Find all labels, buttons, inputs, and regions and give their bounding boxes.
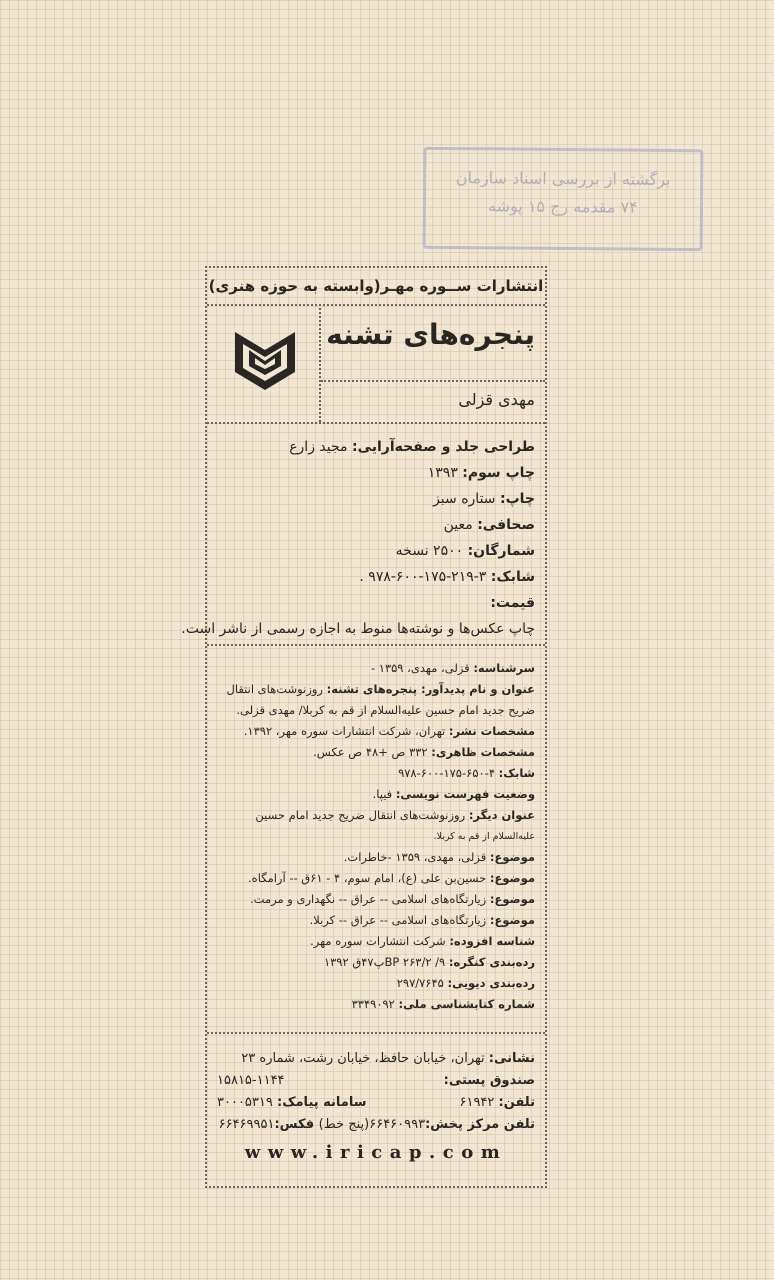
- cip-dewey: رده‌بندی دیویی: ۲۹۷/۷۶۴۵: [396, 976, 535, 990]
- cip-title-cont: ضریح جدید امام حسین علیه‌السلام از قم به کربلا/ مهدی قزلی.: [236, 703, 535, 717]
- credit-isbn: شابک: ۳-۲۱۹-۱۷۵-۶۰۰-۹۷۸ .: [359, 569, 535, 585]
- contact-section: [207, 1034, 545, 1188]
- contact-address: نشانی: تهران، خیابان حافظ، خیابان رشت، شماره ۲۳: [241, 1051, 535, 1066]
- cip-national-number: شماره کتابشناسی ملی: ۳۳۴۹۰۹۲: [351, 997, 535, 1011]
- contact-sms: سامانه پیامک: ۳۰۰۰۵۳۱۹: [217, 1095, 367, 1110]
- cip-physical: مشخصات ظاهری: ۳۳۲ ص +۴۸ ص عکس.: [313, 745, 535, 759]
- cip-alt-title: عنوان دیگر: روزنوشت‌های انتقال ضریح جدید امام حسین: [255, 808, 535, 822]
- credit-copies: شمارگان: ۲۵۰۰ نسخه: [395, 543, 535, 559]
- website-link[interactable]: www.iricap.com: [244, 1142, 508, 1163]
- cip-subject-1: موضوع: قزلی، مهدی، ۱۳۵۹ -خاطرات.: [343, 850, 535, 864]
- book-title: پنجره‌های تشنه: [326, 318, 535, 351]
- book-author: مهدی قزلی: [458, 390, 535, 409]
- cip-subject-4: موضوع: زیارتگاه‌های اسلامی -- عراق -- کربلا.: [309, 913, 535, 927]
- cip-subject-3: موضوع: زیارتگاه‌های اسلامی -- عراق -- نگهداری و مرمت.: [250, 892, 535, 906]
- title-divider: [321, 380, 545, 382]
- cip-lc-class: رده‌بندی کنگره: BP ۲۶۳/۲ /۹پ۴۷ق ۱۳۹۲: [323, 955, 535, 969]
- cip-main-entry: سرشناسه: قزلی، مهدی، ۱۳۵۹ -: [370, 661, 535, 675]
- publisher-name: انتشارات ســوره مهـر(وابسته به حوزه هنری): [207, 268, 545, 306]
- cip-alt-title-cont: علیه‌السلام از قم به کربلا.: [433, 831, 535, 842]
- credit-edition: چاپ سوم: ۱۳۹۳: [427, 465, 535, 481]
- stamp-line-2: ۷۴ مقدمه رج ۱۵ پوشه: [487, 196, 638, 217]
- credit-binding: صحافی: معین: [443, 517, 535, 533]
- copyright-box: [181, 266, 547, 1188]
- credits-section: [181, 422, 545, 646]
- contact-distribution: تلفن مرکز پخش:۶۶۴۶۰۹۹۳(پنج خط) فکس:۶۶۴۶۹۹۵۱: [218, 1117, 535, 1132]
- cip-publication: مشخصات نشر: تهران، شرکت انتشارات سوره مهر، ۱۳۹۲.: [243, 724, 535, 738]
- credit-printer: چاپ: ستاره سبز: [433, 491, 535, 507]
- logo-divider: [319, 304, 321, 422]
- cip-section: [207, 646, 545, 1034]
- cip-status: وضعیت فهرست نویسی: فیپا.: [372, 787, 535, 801]
- credit-design: طراحی جلد و صفحه‌آرایی: مجید زارع: [289, 439, 535, 455]
- publisher-logo-icon: [233, 328, 297, 394]
- contact-pobox: صندوق پستی: ۱۵۸۱۵-۱۱۴۴: [217, 1073, 535, 1088]
- credit-rights-notice: چاپ عکس‌ها و نوشته‌ها منوط به اجازه رسمی از ناشر است.: [181, 621, 535, 637]
- cip-isbn: شابک: ۴-۶۵۰-۱۷۵-۶۰۰-۹۷۸: [398, 766, 535, 780]
- cip-added-entry: شناسه افزوده: شرکت انتشارات سوره مهر.: [310, 934, 535, 948]
- cip-subject-2: موضوع: حسین‌بن علی (ع)، امام سوم، ۴ - ۶۱ق -- آرامگاه.: [248, 871, 535, 885]
- contact-phone: تلفن: ۶۱۹۴۲ سامانه پیامک: ۳۰۰۰۵۳۱۹: [217, 1092, 535, 1114]
- library-stamp: [423, 147, 704, 251]
- stamp-line-1: برگشته از بررسی اسناد سازمان: [455, 168, 671, 189]
- cip-title: عنوان و نام پدیدآور: پنجره‌های تشنه: روزنوشت‌های انتقال: [226, 682, 535, 696]
- title-zone: [207, 304, 545, 424]
- credit-price: قیمت:: [490, 595, 535, 611]
